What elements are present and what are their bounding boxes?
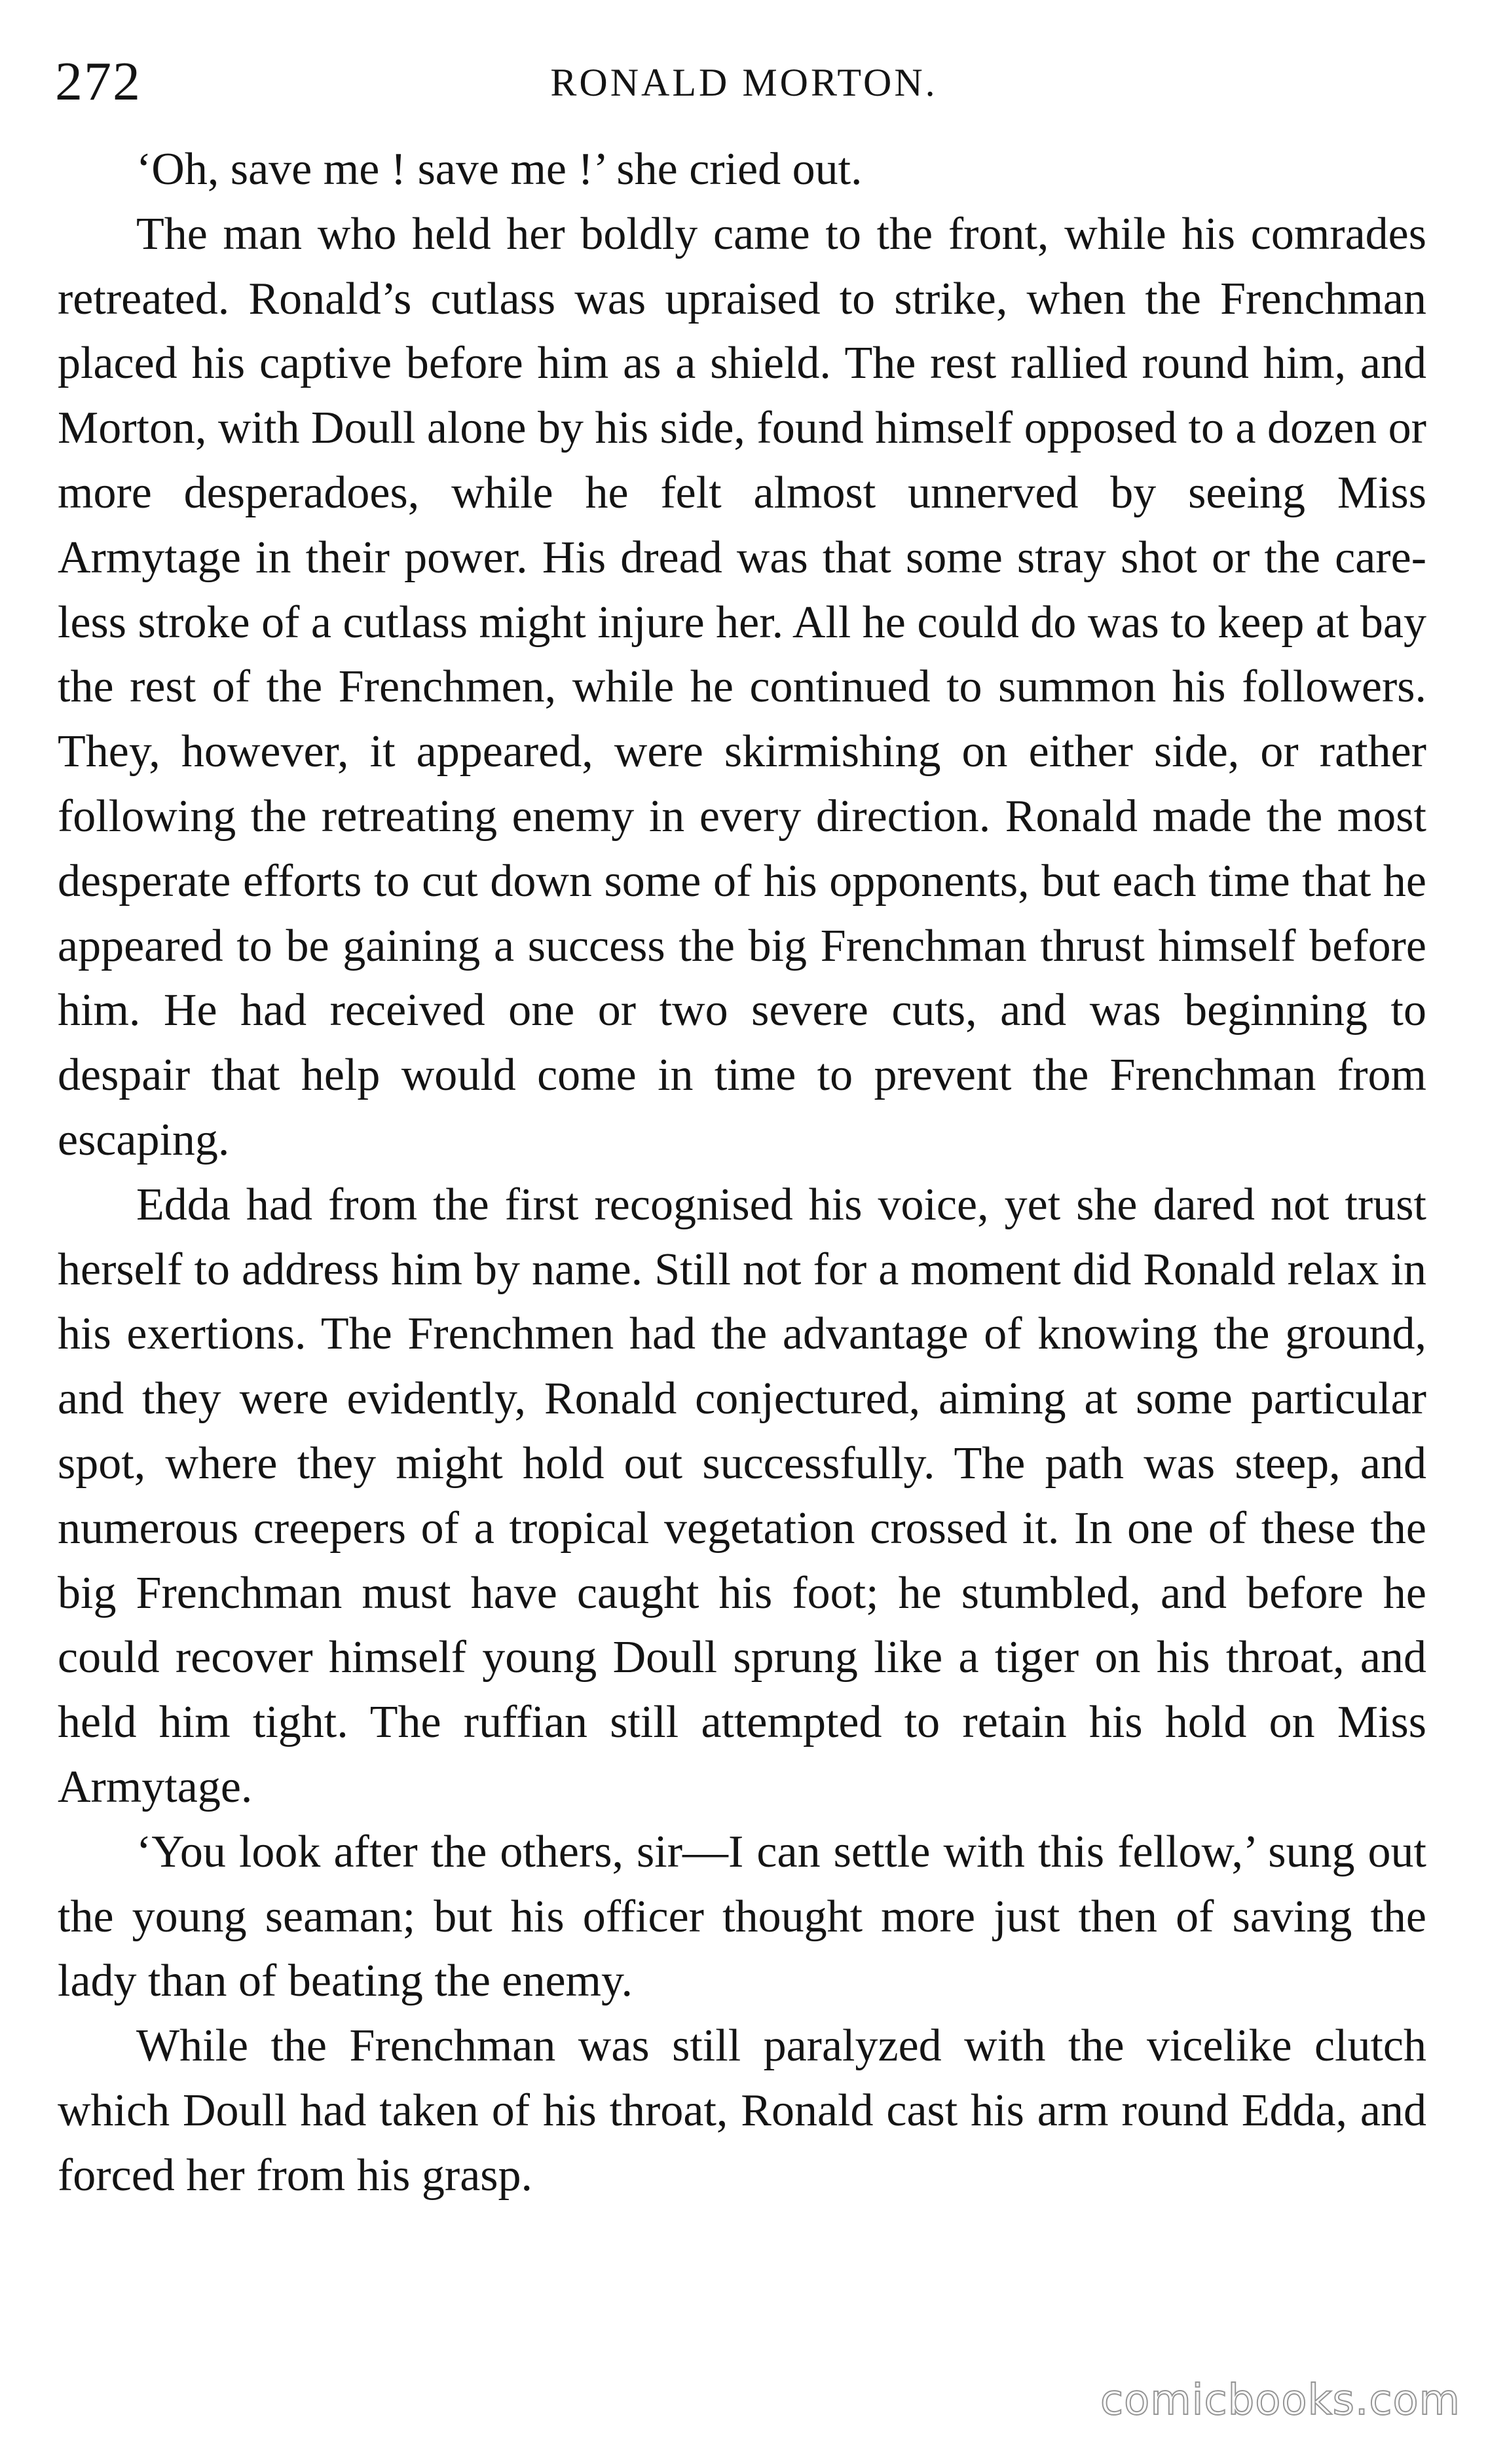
paragraph-4: ‘You look after the others, sir—I can settle with this fellow,’ sung out the young seaman; but his officer thought more just then of saving the lady than of beating the enemy. <box>58 1826 1426 2007</box>
paragraph-5: While the Frenchman was still paralyzed with the vicelike clutch which Doull had taken of his throat, Ronald cast his arm round Edda, and forced her from his grasp. <box>58 2021 1426 2201</box>
paragraph-3: Edda had from the first recognised his voice, yet she dared not trust herself to address him by name. Still not for a moment did Ronald relax in his exertions. The Frenchmen had the advantage of knowing the ground, and they were evidently, Ronald conjectured, aiming at some particular spot, where they might hold out successfully. The path was steep, and numerous creepers of a tropical vegetation crossed it. In one of these the big Frenchman must have caught his foot; he stumbled, and before he could recover himself young Doull sprung like a tiger on his throat, and held him tight. The ruffian still attempted to retain his hold on Miss Armytage. <box>58 1179 1426 1812</box>
paragraph-1: ‘Oh, save me ! save me !’ she cried out. <box>136 144 863 195</box>
watermark: comicbooks.com <box>1100 2376 1460 2425</box>
running-head <box>55 46 1433 118</box>
page-number: 272 <box>55 51 141 112</box>
paragraph-2: The man who held her boldly came to the front, while his comrades retreated. Ronald’s cutlass was upraised to strike, when the Frenchman placed his captive before him as a shield. The rest rallied round him, and Morton, with Doull alone by his side, found himself opposed to a dozen or more desperadoes, while he felt almost unnerved by seeing Miss Armytage in their power. His dread was that some stray shot or the careless stroke of a cutlass might injure her. All he could do was to keep at bay the rest of the Frenchmen, while he continued to summon his followers. They, however, it appeared, were skirmishing on either side, or rather following the retreating enemy in every direction. Ronald made the most desperate efforts to cut down some of his opponents, but each time that he appeared to be gaining a success the big Frenchman thrust himself before him. He had received one or two severe cuts, and was beginning to despair that help would come in time to prevent the Frenchman from escaping. <box>58 208 1426 1165</box>
running-title: RONALD MORTON. <box>550 61 938 104</box>
body-text <box>58 138 1426 2209</box>
